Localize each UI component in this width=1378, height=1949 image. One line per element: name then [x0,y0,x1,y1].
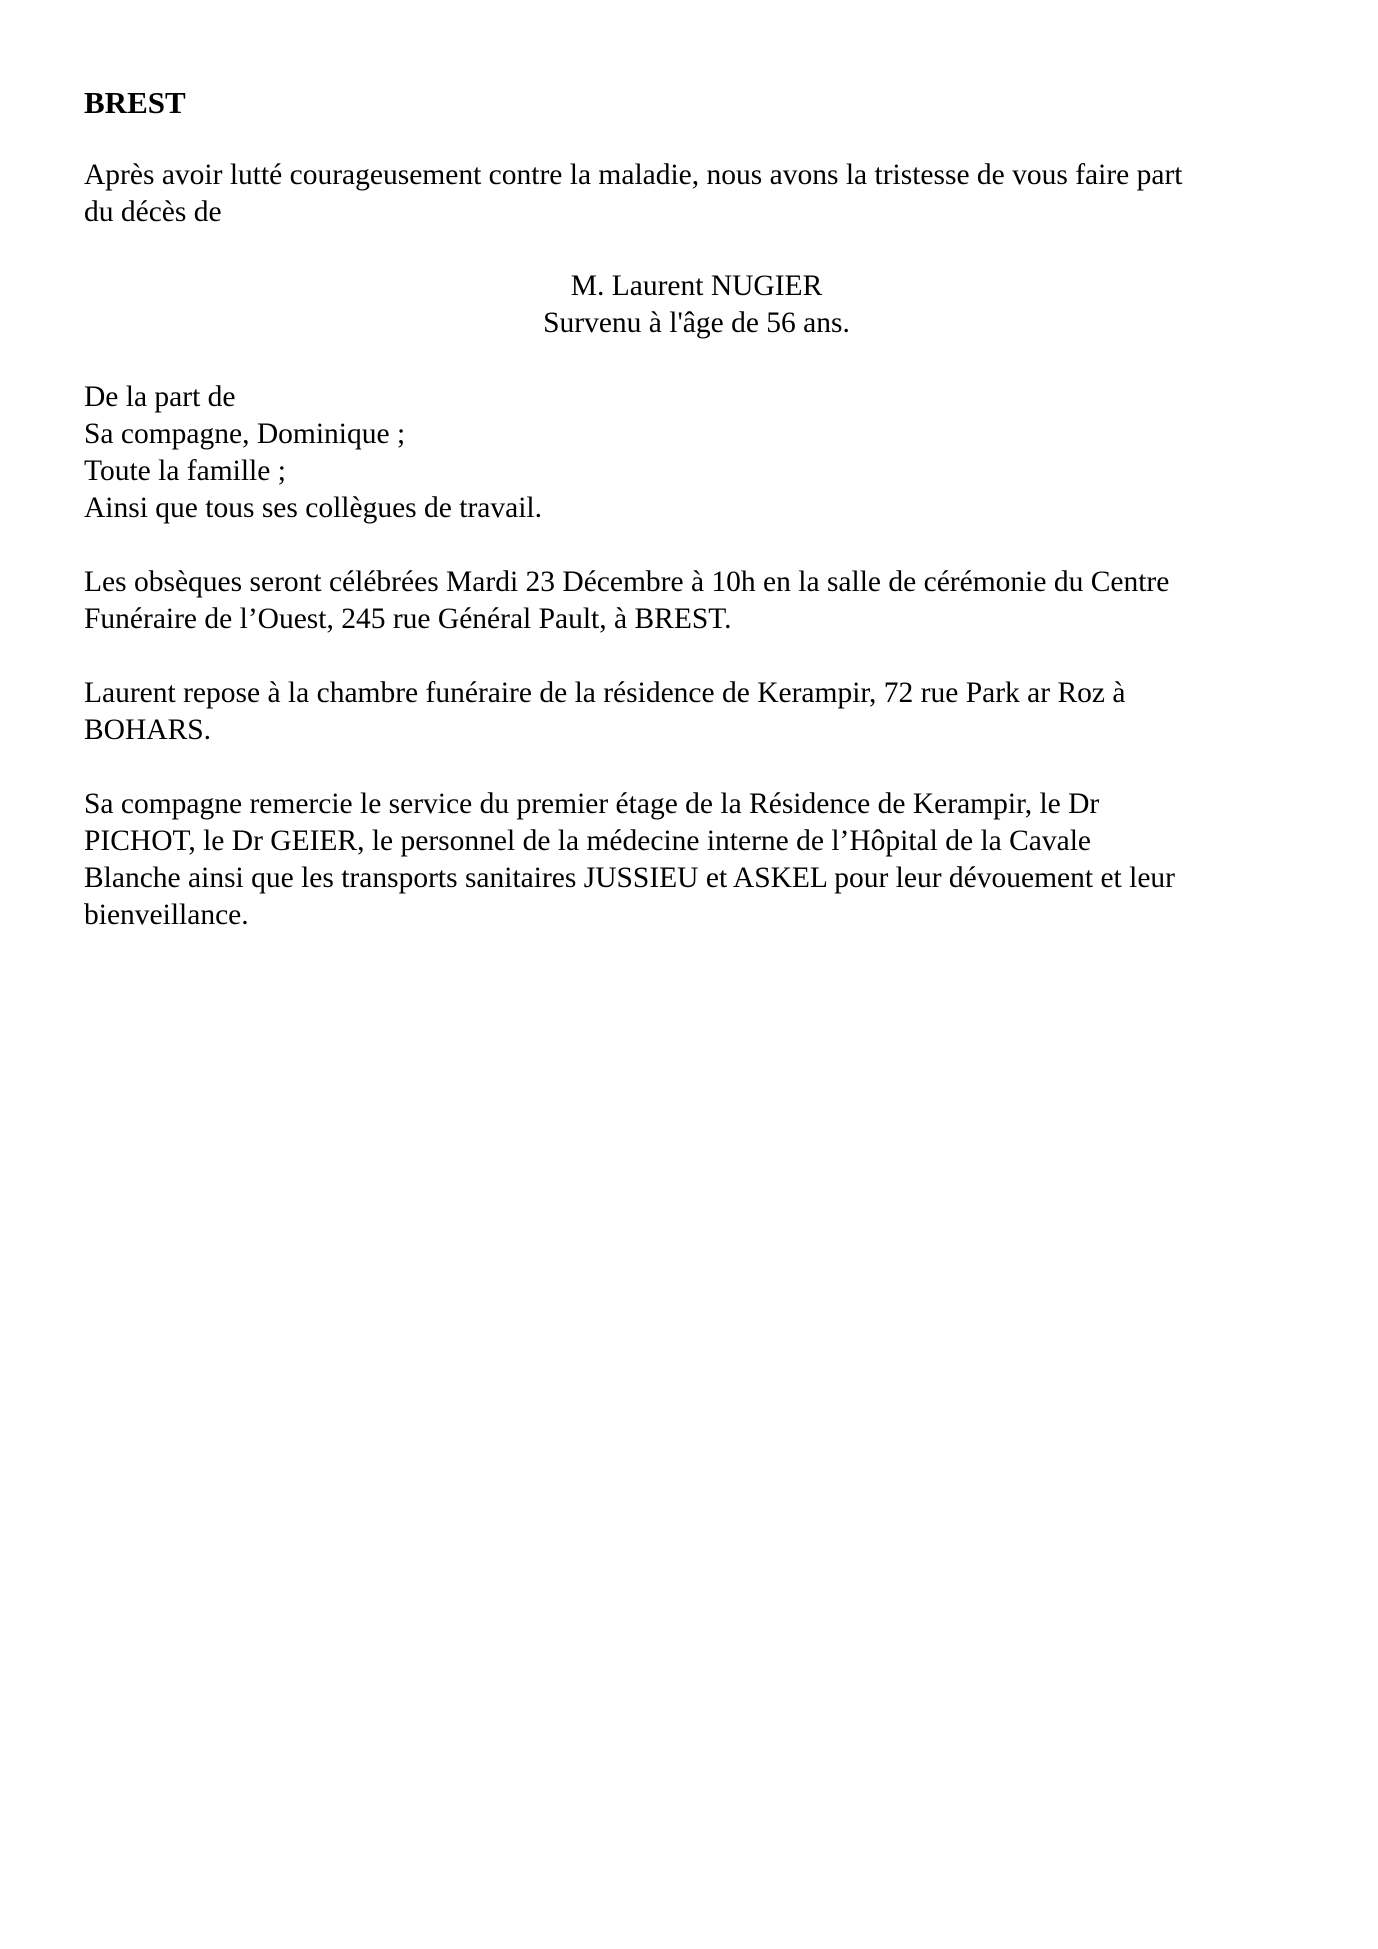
thanks-line: Blanche ainsi que les transports sanitaires JUSSIEU et ASKEL pour leur dévouement et leur [84,862,1175,894]
resting-line: Laurent repose à la chambre funéraire de la résidence de Kerampir, 72 rue Park ar Roz à [84,677,1126,709]
obituary-notice [84,84,1309,934]
intro-line: du décès de [84,196,222,228]
funeral-paragraph [84,564,1309,638]
deceased-block [84,268,1309,342]
thanks-paragraph [84,786,1309,934]
family-line: De la part de [84,381,236,413]
notice-title: BREST [84,85,186,120]
deceased-name: M. Laurent NUGIER [570,270,823,302]
spacer [84,749,1309,786]
family-paragraph [84,379,1309,527]
thanks-line: bienveillance. [84,899,249,931]
resting-line: BOHARS. [84,714,212,746]
funeral-line: Les obsèques seront célébrées Mardi 23 Décembre à 10h en la salle de cérémonie du Centre [84,566,1170,598]
family-line: Toute la famille ; [84,455,286,487]
spacer [84,527,1309,564]
intro-line: Après avoir lutté courageusement contre la maladie, nous avons la tristesse de vous faire part [84,159,1183,191]
family-line: Ainsi que tous ses collègues de travail. [84,492,542,524]
family-line: Sa compagne, Dominique ; [84,418,406,450]
spacer [84,638,1309,675]
deceased-age: Survenu à l'âge de 56 ans. [543,307,850,339]
funeral-line: Funéraire de l’Ouest, 245 rue Général Pault, à BREST. [84,603,732,635]
spacer [84,231,1309,268]
thanks-line: Sa compagne remercie le service du premier étage de la Résidence de Kerampir, le Dr [84,788,1100,820]
intro-paragraph [84,157,1309,231]
spacer [84,121,1309,157]
spacer [84,342,1309,379]
thanks-line: PICHOT, le Dr GEIER, le personnel de la médecine interne de l’Hôpital de la Cavale [84,825,1092,857]
resting-paragraph [84,675,1309,749]
